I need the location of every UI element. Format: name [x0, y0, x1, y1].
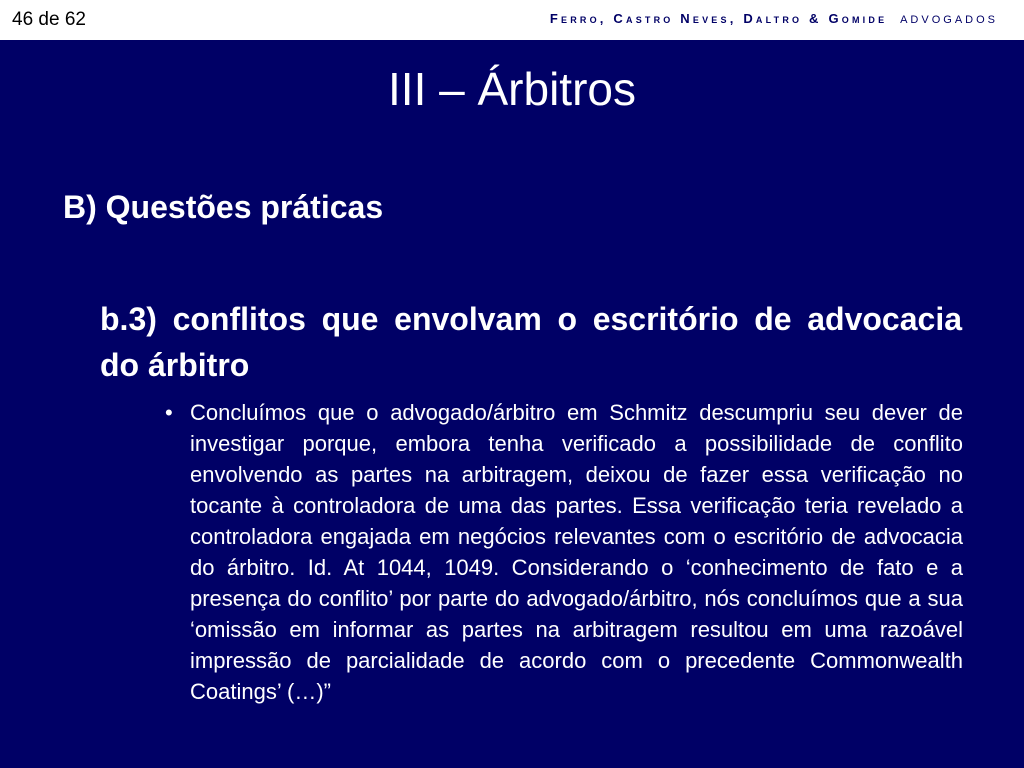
section-heading: B) Questões práticas	[63, 189, 384, 225]
bullet-item	[165, 397, 965, 707]
firm-logo	[550, 11, 998, 26]
bullet-icon: •	[165, 400, 173, 425]
subsection-heading: b.3) conflitos que envolvam o escritório de advocacia do árbitro	[100, 301, 962, 383]
page-number: 46 de 62	[12, 9, 86, 30]
header-bar	[0, 0, 1024, 40]
slide-title: III – Árbitros	[388, 63, 636, 115]
bullet-text: Concluímos que o advogado/árbitro em Schmitz descumpriu seu dever de investigar porque, embora tenha verificado a possibilidade de conflito envolvendo as partes na arbitragem, deixou de fazer essa verificação no tocante à controladora de uma das partes. Essa verificação teria revelado a controladora engajada em negócios relevantes com o escritório de advocacia do árbitro. Id. At 1044, 1049. Considerando o ‘conhecimento de fato e a presença do conflito’ por parte do advogado/árbitro, nós concluímos que a sua ‘omissão em informar as partes na arbitragem resultou em uma razoável impressão de parcialidade de acordo com o precedente Commonwealth Coatings’ (…)”	[190, 400, 963, 704]
firm-name: Ferro, Castro Neves, Daltro & Gomide	[549, 11, 888, 26]
firm-suffix: ADVOGADOS	[900, 14, 998, 26]
